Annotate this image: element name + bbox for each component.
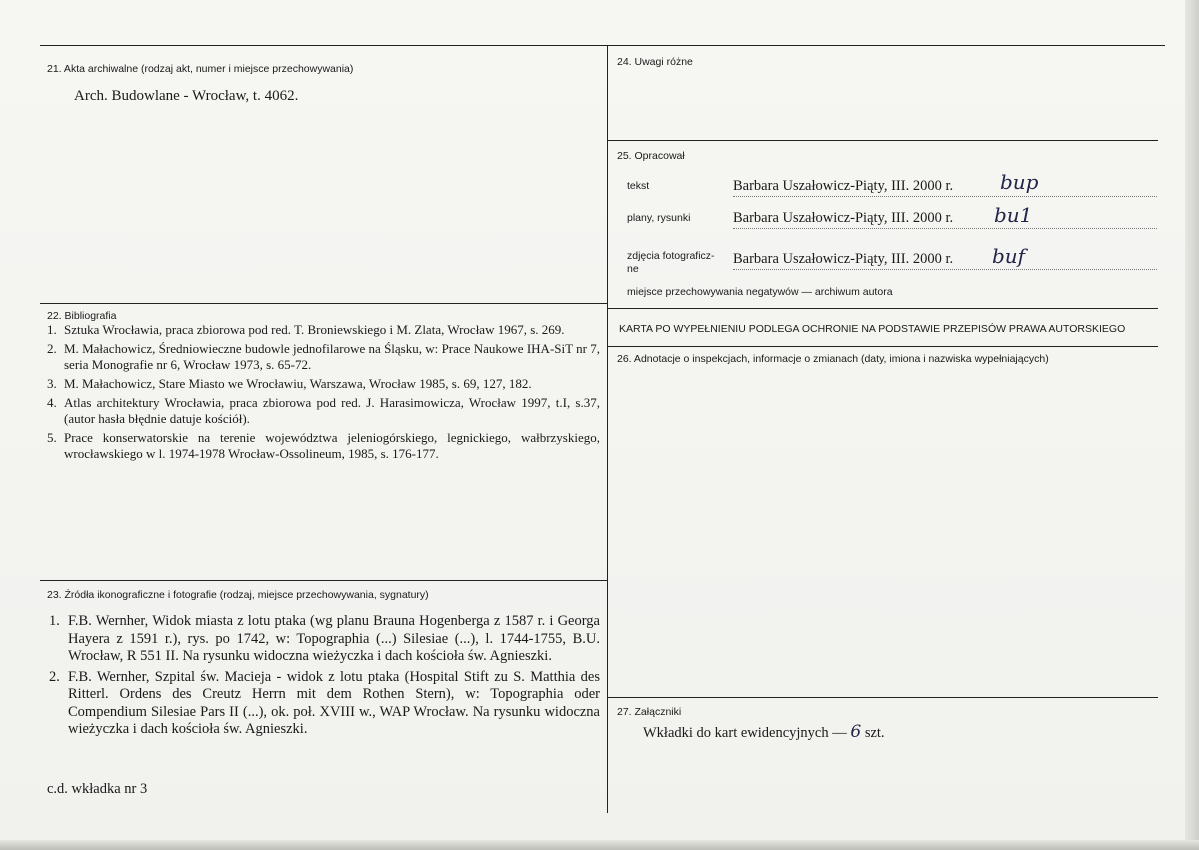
item-number: 2.	[47, 341, 57, 356]
item-number: 5.	[47, 430, 57, 445]
list-item	[47, 430, 600, 462]
iconography-list	[49, 613, 600, 742]
prepared-photos-label-cont: ne	[627, 263, 639, 275]
item-text: Prace konserwatorskie na terenie województwa jeleniogórskiego, legnickiego, wałbrzyskiego, wrocławskiego w l. 1974-1978 Wrocław-Ossolineum, 1985, s. 176-177.	[64, 430, 600, 461]
prepared-photos-label: zdjęcia fotograficz-	[627, 250, 715, 262]
attachments-line	[643, 724, 885, 742]
item-number: 3.	[47, 376, 57, 391]
signature-initials: bu1	[994, 203, 1033, 227]
list-item	[47, 376, 600, 392]
item-number: 2.	[49, 668, 60, 685]
item-text: F.B. Wernher, Szpital św. Macieja - widok z lotu ptaka (Hospital Stift zu S. Matthia des Ritterl. Ordens des Creutz Herrn mit dem Rothen Stern), w: Topographia oder Compendium Silesiae Pars II (...), ok. poł. XVIII w., WAP Wrocław. Na rysunku widoczna wieżyczka i dach kościoła św. Agnieszki.	[68, 668, 600, 737]
section-23-label: 23. Źródła ikonograficzne i fotografie (rodzaj, miejsce przechowywania, sygnatury)	[47, 589, 429, 601]
top-rule	[40, 45, 1165, 46]
list-item	[47, 395, 600, 427]
section-25-label: 25. Opracował	[617, 150, 685, 162]
item-text: M. Małachowicz, Stare Miasto we Wrocławiu, Warszawa, Wrocław 1985, s. 69, 127, 182.	[64, 376, 532, 391]
dotted-underline	[733, 228, 1157, 229]
prepared-photos-value: Barbara Uszałowicz-Piąty, III. 2000 r.	[733, 251, 954, 267]
item-number: 1.	[47, 322, 57, 337]
rule-24-25	[607, 140, 1158, 141]
item-text: F.B. Wernher, Widok miasta z lotu ptaka (wg planu Brauna Hogenberga z 1587 r. i Georga Hayera z 1591 r.), rys. po 1742, w: Topographia (...) Silesiae (...), l. 1744-1755, B.U. Wrocław, R 551 II. Na rysunku widoczna wieżyczka i dach kościoła św. Agnieszki.	[68, 613, 600, 664]
prepared-text-value: Barbara Uszałowicz-Piąty, III. 2000 r.	[733, 178, 954, 194]
signature-initials: buf	[992, 244, 1026, 268]
list-item	[49, 669, 600, 739]
attachments-text: Wkładki do kart ewidencyjnych —	[643, 725, 847, 741]
rule-25-copyright	[607, 308, 1158, 309]
rule-copyright-26	[607, 346, 1158, 347]
item-number: 4.	[47, 395, 57, 410]
scan-edge-right	[1185, 0, 1199, 850]
section-27-label: 27. Załączniki	[617, 706, 682, 718]
dotted-underline	[733, 269, 1157, 270]
prepared-text-label: tekst	[627, 180, 650, 192]
continuation-note: c.d. wkładka nr 3	[47, 781, 148, 797]
list-item	[49, 613, 600, 666]
negatives-location: miejsce przechowywania negatywów — archiwum autora	[627, 286, 893, 298]
bibliography-list	[47, 322, 600, 465]
signature-initials: bup	[1000, 170, 1039, 194]
prepared-plans-value: Barbara Uszałowicz-Piąty, III. 2000 r.	[733, 210, 954, 226]
list-item	[47, 322, 600, 338]
item-text: M. Małachowicz, Średniowieczne budowle jednofilarowe na Śląsku, w: Prace Naukowe IHA-SiT nr 7, seria Monografie nr 6, Wrocław 1973, s. 65-72.	[64, 341, 600, 372]
item-number: 1.	[49, 613, 60, 629]
rule-22-23	[40, 580, 607, 581]
section-22-label: 22. Bibliografia	[47, 310, 117, 322]
rule-26-27	[607, 697, 1158, 698]
section-24-label: 24. Uwagi różne	[617, 56, 693, 68]
section-21-label: 21. Akta archiwalne (rodzaj akt, numer i miejsce przechowywania)	[47, 63, 354, 75]
copyright-notice: KARTA PO WYPEŁNIENIU PODLEGA OCHRONIE NA PODSTAWIE PRZEPISÓW PRAWA AUTORSKIEGO	[619, 323, 1126, 335]
prepared-plans-label: plany, rysunki	[627, 212, 691, 224]
item-text: Atlas architektury Wrocławia, praca zbiorowa pod red. J. Harasimowicza, Wrocław 1997, t.I, s.37, (autor hasła błędnie datuje kościół).	[64, 395, 600, 426]
attachments-count: 6	[850, 722, 862, 742]
rule-21-22	[40, 303, 607, 304]
scan-edge-bottom	[0, 840, 1199, 850]
section-26-label: 26. Adnotacje o inspekcjach, informacje o zmianach (daty, imiona i nazwiska wypełniających)	[617, 353, 1049, 365]
section-21-value: Arch. Budowlane - Wrocław, t. 4062.	[74, 88, 299, 104]
list-item	[47, 341, 600, 373]
dotted-underline	[733, 196, 1157, 197]
item-text: Sztuka Wrocławia, praca zbiorowa pod red. T. Broniewskiego i M. Zlata, Wrocław 1967, s. 269.	[64, 322, 565, 337]
attachments-unit: szt.	[864, 725, 885, 741]
